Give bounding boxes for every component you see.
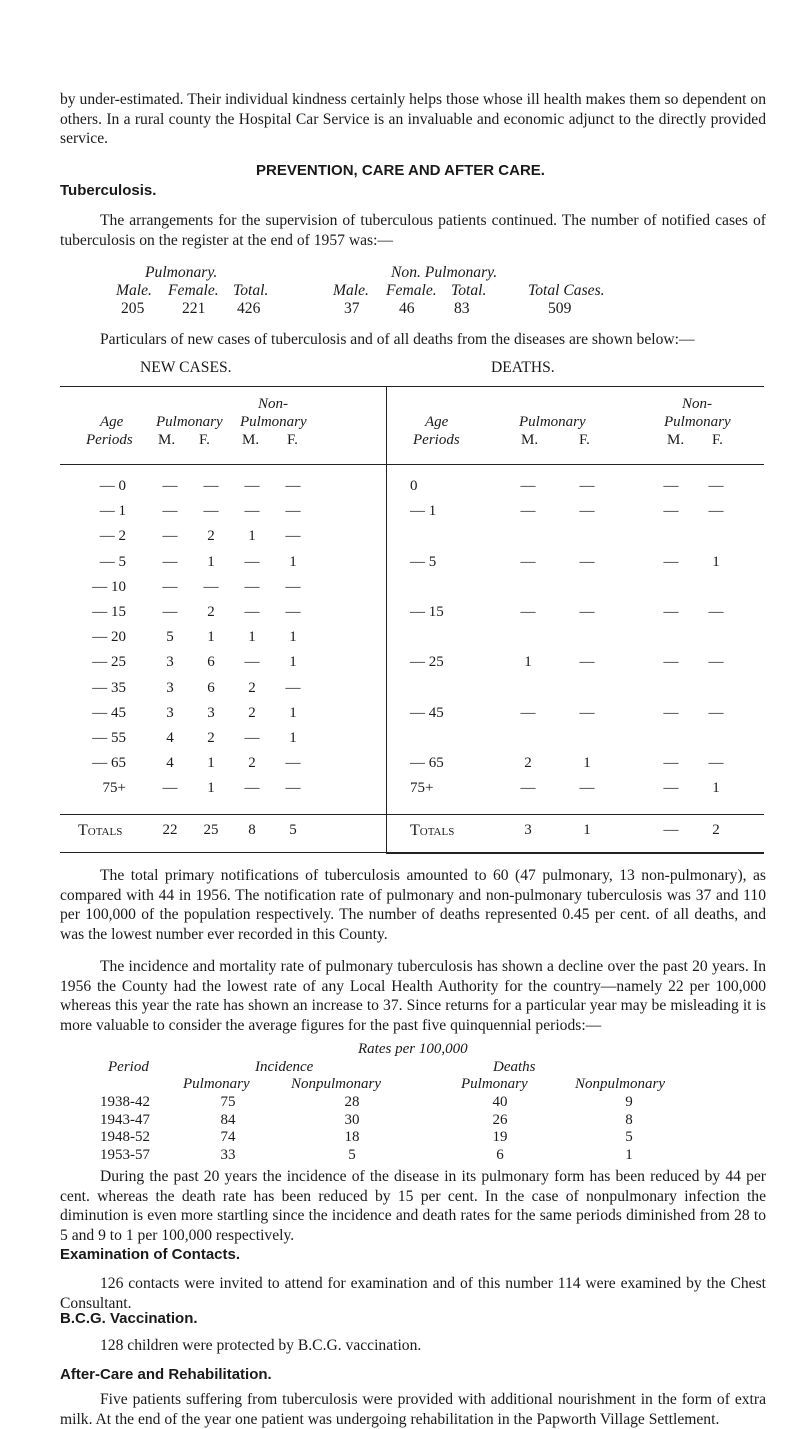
new-value-cell: 1 (289, 553, 297, 570)
bcg-paragraph: 128 children were protected by B.C.G. vaccination. (100, 1337, 422, 1354)
table-bottom-rule-right (386, 852, 764, 854)
new-value-cell: 3 (166, 704, 174, 721)
new-value-cell: — (162, 553, 178, 570)
new-pulm-f-header: F. (199, 432, 210, 448)
register-nonpulm-male-label: Male. (333, 282, 369, 299)
intro-paragraph: by under-estimated. Their individual kindness certainly helps those whose ill health makes them so dependent on others. In a rural county the Hospital Car Service is an invaluable and economic adjunct to the directly provided service. (60, 91, 766, 147)
death-value-cell: 1 (583, 755, 591, 772)
new-value-cell: — (162, 604, 178, 620)
new-nonpulm-m-header: M. (242, 432, 260, 448)
death-value-cell: 2 (524, 755, 532, 772)
rates-value-cell: 33 (220, 1146, 236, 1163)
death-value-cell: — (520, 553, 536, 570)
new-value-cell: — (244, 578, 260, 595)
death-value-cell: — (663, 704, 679, 721)
new-value-cell: 1 (289, 730, 297, 746)
death-value-cell: — (579, 604, 595, 620)
new-value-cell: 2 (248, 679, 256, 696)
rates-value-cell: 30 (344, 1111, 360, 1128)
new-total-cell: 5 (289, 822, 297, 838)
new-value-cell: — (162, 780, 178, 797)
aftercare-paragraph: Five patients suffering from tuberculosis were provided with additional nourishment in the form of extra milk. At the end of the year one patient was undergoing rehabilitation in the Papworth Village Settlement. (60, 1391, 766, 1428)
register-total-cases-label: Total Cases. (528, 282, 605, 299)
death-value-cell: — (663, 755, 679, 772)
new-value-cell: — (203, 503, 219, 520)
death-value-cell: 1 (712, 553, 720, 570)
death-value-cell: — (663, 780, 679, 797)
new-pulmonary-header: Pulmonary (156, 414, 223, 430)
new-value-cell: 1 (289, 629, 297, 646)
new-value-cell: 3 (166, 654, 174, 671)
register-nonpulm-total: 83 (454, 300, 470, 317)
register-pulm-male: 205 (121, 300, 145, 317)
death-totals-label: Totals (410, 822, 455, 839)
new-value-cell: 3 (207, 704, 215, 721)
death-total-cell: 3 (524, 822, 532, 838)
section-title: PREVENTION, CARE AND AFTER CARE. (256, 162, 545, 179)
new-value-cell: — (244, 604, 260, 620)
death-value-cell: — (520, 704, 536, 721)
death-value-cell: — (663, 654, 679, 671)
register-nonpulm-male: 37 (344, 300, 360, 317)
death-value-cell: 1 (712, 780, 720, 797)
death-value-cell: — (708, 478, 724, 494)
table-divider (386, 386, 387, 853)
death-value-cell: — (708, 503, 724, 520)
new-age-header: Age (100, 414, 124, 430)
new-value-cell: — (244, 730, 260, 746)
register-nonpulmonary-label: Non. Pulmonary. (391, 264, 498, 281)
bcg-heading: B.C.G. Vaccination. (60, 1310, 198, 1327)
rates-deaths-nonpulm-header: Nonpulmonary (575, 1076, 665, 1092)
rates-period-cell: 1953-57 (100, 1146, 150, 1163)
rates-period-cell: 1948-52 (100, 1129, 150, 1145)
new-value-cell: — (203, 578, 219, 595)
rates-value-cell: 84 (220, 1111, 236, 1128)
new-value-cell: — (244, 553, 260, 570)
new-pulm-m-header: M. (158, 432, 176, 448)
death-age-period-cell: — 5 (410, 553, 437, 570)
new-value-cell: 2 (248, 755, 256, 772)
new-cases-title: NEW CASES. (140, 359, 232, 376)
new-value-cell: 1 (207, 629, 215, 646)
death-nonpulm-m-header: M. (667, 432, 685, 448)
rates-value-cell: 26 (492, 1111, 508, 1128)
new-age-period-cell: — 0 (99, 478, 126, 494)
register-male-label: Male. (116, 282, 152, 299)
new-value-cell: — (285, 604, 301, 620)
death-age-header: Age (425, 414, 449, 430)
new-value-cell: 6 (207, 654, 215, 671)
new-age-period-cell: 75+ (102, 780, 126, 797)
death-value-cell: — (520, 780, 536, 797)
new-age-period-cell: — 25 (92, 654, 126, 671)
new-value-cell: 2 (248, 704, 256, 721)
rates-title: Rates per 100,000 (358, 1041, 468, 1057)
new-value-cell: — (285, 780, 301, 797)
rates-incidence-header: Incidence (255, 1059, 314, 1075)
death-value-cell: — (579, 780, 595, 797)
incidence-paragraph: The incidence and mortality rate of pulmonary tuberculosis has shown a decline over the past 20 years. In 1956 the County had the lowest rate of any Local Health Authority for the country—namely 22 per 100,000 whereas this year the rate has shown an increase to 37. Since returns for a particular year may be misleading it is more valuable to consider the average figures for the past five quinquennial periods:— (60, 958, 766, 1034)
rates-value-cell: 75 (220, 1094, 236, 1110)
rates-value-cell: 19 (492, 1129, 508, 1145)
new-value-cell: 1 (289, 654, 297, 671)
death-age-period-cell: 0 (410, 478, 418, 494)
death-pulm-m-header: M. (521, 432, 539, 448)
death-value-cell: — (708, 755, 724, 772)
new-nonpulmonary-header-1: Non- (258, 396, 288, 412)
death-value-cell: — (708, 704, 724, 721)
new-age-period-cell: — 65 (92, 755, 126, 772)
new-value-cell: 4 (166, 755, 174, 772)
death-value-cell: — (579, 704, 595, 721)
new-value-cell: — (162, 528, 178, 545)
deaths-title: DEATHS. (491, 359, 555, 376)
rates-value-cell: 18 (344, 1129, 360, 1145)
new-value-cell: — (162, 578, 178, 595)
new-age-period-cell: — 35 (92, 679, 126, 696)
rates-period-cell: 1938-42 (100, 1094, 150, 1110)
new-value-cell: — (203, 478, 219, 494)
new-nonpulmonary-header-2: Pulmonary (240, 414, 307, 430)
new-age-period-cell: — 1 (99, 503, 126, 520)
new-value-cell: 1 (207, 780, 215, 797)
death-value-cell: — (520, 503, 536, 520)
rates-value-cell: 8 (625, 1111, 633, 1128)
new-age-period-cell: — 10 (92, 578, 126, 595)
death-value-cell: — (520, 478, 536, 494)
rates-period-header: Period (108, 1059, 149, 1075)
new-value-cell: — (285, 503, 301, 520)
register-nonpulm-female: 46 (399, 300, 415, 317)
new-value-cell: — (285, 755, 301, 772)
rates-value-cell: 74 (220, 1129, 236, 1145)
during-paragraph: During the past 20 years the incidence of the disease in its pulmonary form has been reduced by 44 per cent. whereas the death rate has been reduced by 15 per cent. In the case of nonpulmonary infection the diminution is even more startling since the incidence and death rates for the same periods diminished from 28 to 5 and 9 to 1 per 100,000 respectively. (60, 1168, 766, 1244)
rates-value-cell: 5 (348, 1146, 356, 1163)
register-nonpulm-total-label: Total. (451, 282, 487, 299)
death-value-cell: — (579, 553, 595, 570)
new-value-cell: — (285, 478, 301, 494)
new-value-cell: — (285, 528, 301, 545)
table-bottom-rule-left (60, 852, 387, 853)
rates-inc-nonpulm-header: Nonpulmonary (291, 1076, 381, 1092)
death-nonpulmonary-header-2: Pulmonary (664, 414, 731, 430)
new-value-cell: — (244, 478, 260, 494)
new-value-cell: — (244, 654, 260, 671)
death-total-cell: — (663, 822, 679, 838)
death-value-cell: — (579, 503, 595, 520)
death-value-cell: — (663, 604, 679, 620)
new-value-cell: 2 (207, 604, 215, 620)
new-value-cell: 5 (166, 629, 174, 646)
death-value-cell: — (663, 478, 679, 494)
death-nonpulm-f-header: F. (712, 432, 723, 448)
death-value-cell: — (579, 478, 595, 494)
death-age-period-cell: 75+ (410, 780, 434, 797)
death-total-cell: 2 (712, 822, 720, 838)
new-value-cell: 1 (289, 704, 297, 721)
new-value-cell: — (162, 478, 178, 494)
rates-value-cell: 28 (344, 1094, 360, 1110)
new-value-cell: 2 (207, 730, 215, 746)
tuberculosis-heading: Tuberculosis. (60, 182, 157, 199)
new-age-period-cell: — 20 (92, 629, 126, 646)
rates-value-cell: 5 (625, 1129, 633, 1145)
table-totals-rule (60, 814, 764, 815)
table-top-rule (60, 386, 764, 387)
new-total-cell: 8 (248, 822, 256, 838)
new-value-cell: — (285, 578, 301, 595)
new-periods-header: Periods (86, 432, 133, 448)
aftercare-heading: After-Care and Rehabilitation. (60, 1366, 272, 1383)
death-pulm-f-header: F. (579, 432, 590, 448)
rates-value-cell: 9 (625, 1094, 633, 1110)
rates-deaths-header: Deaths (493, 1059, 536, 1075)
death-value-cell: — (663, 503, 679, 520)
contacts-paragraph: 126 contacts were invited to attend for examination and of this number 114 were examined by the Chest Consultant. (60, 1275, 766, 1312)
new-value-cell: 6 (207, 679, 215, 696)
death-periods-header: Periods (413, 432, 460, 448)
register-pulmonary-label: Pulmonary. (145, 264, 218, 281)
register-total-label: Total. (233, 282, 269, 299)
death-total-cell: 1 (583, 822, 591, 838)
new-value-cell: 4 (166, 730, 174, 746)
new-value-cell: 1 (248, 629, 256, 646)
death-value-cell: 1 (524, 654, 532, 671)
death-value-cell: — (708, 604, 724, 620)
rates-inc-pulm-header: Pulmonary (183, 1076, 250, 1092)
new-value-cell: — (244, 503, 260, 520)
particulars-paragraph: Particulars of new cases of tuberculosis and of all deaths from the diseases are shown below:— (100, 331, 695, 348)
new-nonpulm-f-header: F. (287, 432, 298, 448)
rates-value-cell: 40 (492, 1094, 508, 1110)
register-pulm-total: 426 (237, 300, 261, 317)
death-age-period-cell: — 65 (410, 755, 444, 772)
new-totals-label: Totals (78, 822, 123, 839)
death-age-period-cell: — 1 (410, 503, 437, 520)
death-age-period-cell: — 15 (410, 604, 444, 620)
table-header-rule (60, 464, 764, 465)
register-female-label: Female. (168, 282, 219, 299)
rates-value-cell: 1 (625, 1146, 633, 1163)
death-value-cell: — (663, 553, 679, 570)
rates-deaths-pulm-header: Pulmonary (461, 1076, 528, 1092)
death-value-cell: — (708, 654, 724, 671)
rates-period-cell: 1943-47 (100, 1111, 150, 1128)
register-pulm-female: 221 (182, 300, 206, 317)
contacts-heading: Examination of Contacts. (60, 1246, 241, 1263)
new-value-cell: 2 (207, 528, 215, 545)
new-value-cell: 1 (248, 528, 256, 545)
death-value-cell: — (579, 654, 595, 671)
tuberculosis-paragraph: The arrangements for the supervision of tuberculous patients continued. The number of notified cases of tuberculosis on the register at the end of 1957 was:— (60, 212, 766, 249)
new-value-cell: — (285, 679, 301, 696)
total-primary-paragraph: The total primary notifications of tuberculosis amounted to 60 (47 pulmonary, 13 non-pulmonary), as compared with 44 in 1956. The notification rate of pulmonary and non-pulmonary tuberculosis was 37 and 110 per 100,000 of the population respectively. The number of deaths represented 0.45 per cent. of all deaths, and was the lowest number ever recorded in this County. (60, 867, 766, 943)
death-age-period-cell: — 45 (410, 704, 444, 721)
new-age-period-cell: — 15 (92, 604, 126, 620)
new-age-period-cell: — 2 (99, 528, 126, 545)
new-value-cell: — (244, 780, 260, 797)
death-pulmonary-header: Pulmonary (519, 414, 586, 430)
new-age-period-cell: — 5 (99, 553, 126, 570)
death-age-period-cell: — 25 (410, 654, 444, 671)
rates-title-italic (358, 1041, 468, 1058)
rates-value-cell: 6 (496, 1146, 504, 1163)
register-total-cases: 509 (548, 300, 572, 317)
death-nonpulmonary-header-1: Non- (682, 396, 712, 412)
death-value-cell: — (520, 604, 536, 620)
new-value-cell: 1 (207, 755, 215, 772)
new-total-cell: 25 (203, 822, 219, 838)
new-total-cell: 22 (162, 822, 178, 838)
register-nonpulm-female-label: Female. (386, 282, 437, 299)
new-value-cell: — (162, 503, 178, 520)
new-value-cell: 3 (166, 679, 174, 696)
new-value-cell: 1 (207, 553, 215, 570)
new-age-period-cell: — 45 (92, 704, 126, 721)
new-age-period-cell: — 55 (92, 730, 126, 746)
